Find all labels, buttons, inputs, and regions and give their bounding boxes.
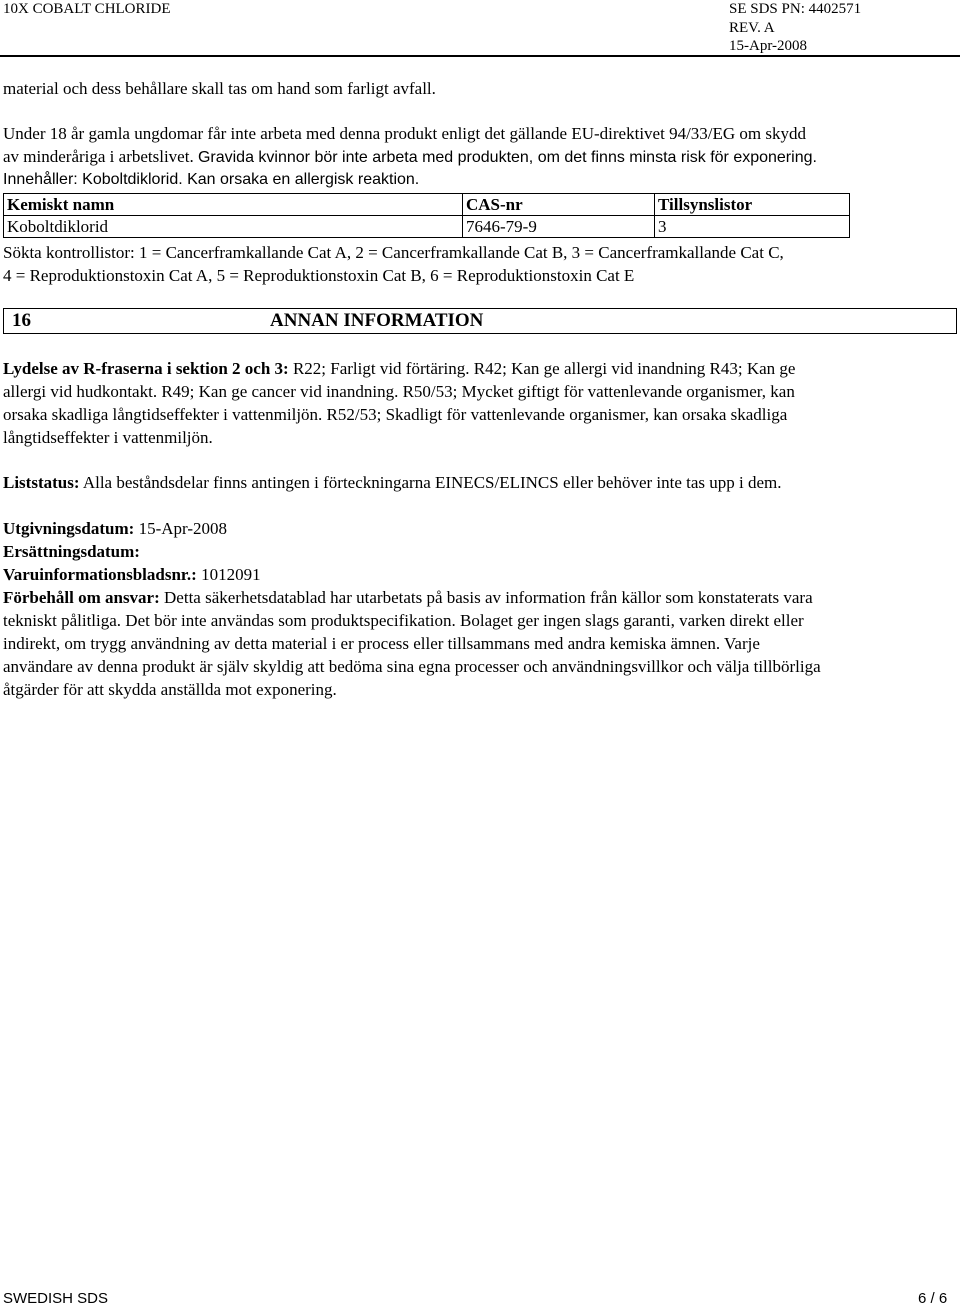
- sheet-number-line: [3, 564, 261, 587]
- cell-cas-number: 7646-79-9: [463, 216, 655, 238]
- issue-date-label: Utgivningsdatum:: [3, 519, 135, 538]
- disclaimer-label: Förbehåll om ansvar:: [3, 588, 160, 607]
- disclaimer-line-5: åtgärder för att skydda anställda mot exponering.: [3, 680, 337, 699]
- sheet-number-label: Varuinformationsbladsnr.:: [3, 565, 197, 584]
- rphrases-text-1: R22; Farligt vid förtäring. R42; Kan ge allergi vid inandning R43; Kan ge: [292, 359, 796, 378]
- sds-part-number: SE SDS PN: 4402571: [729, 1, 862, 17]
- revision-date: 15-Apr-2008: [729, 38, 808, 54]
- section-heading: [3, 308, 957, 334]
- contains-text: Innehåller: Koboltdiklorid. Kan orsaka en allergisk reaktion.: [3, 171, 420, 188]
- disclaimer-line-2: tekniskt pålitliga. Det bör inte användas som produktspecifikation. Bolaget ger ingen slags garanti, varken direkt eller: [3, 611, 804, 630]
- chemical-table: [3, 193, 850, 238]
- disclaimer-line-4: användare av denna produkt är själv skyldig att bedöma sina egna processer och användningsvillkor och välja tillbörliga: [3, 657, 821, 676]
- regulation-line-2: [3, 146, 817, 170]
- regulation-line-2a: av minderåriga i arbetslivet.: [3, 147, 194, 166]
- regulation-line-1: Under 18 år gamla ungdomar får inte arbeta med denna produkt enligt det gällande EU-direktivet 94/33/EG om skydd: [3, 124, 807, 143]
- rphrases-line-4: långtidseffekter i vattenmiljön.: [3, 428, 213, 447]
- rphrases-line-3: orsaka skadliga långtidseffekter i vattenmiljön. R52/53; Skadligt för vattenlevande organismer, kan orsaka skadliga: [3, 405, 788, 424]
- cell-regulatory-list: 3: [655, 216, 850, 238]
- header-regulatory-lists: Tillsynslistor: [655, 194, 850, 216]
- liststatus-label: Liststatus:: [3, 473, 80, 492]
- page-number: 6 / 6: [918, 1290, 948, 1307]
- rphrases-line-2: allergi vid hudkontakt. R49; Kan ge cancer vid inandning. R50/53; Mycket giftigt för vattenlevande organismer, kan: [3, 382, 795, 401]
- regulation-line-2b: Gravida kvinnor bör inte arbeta med produkten, om det finns minsta risk för exponering.: [197, 149, 817, 166]
- liststatus-line: [3, 472, 782, 495]
- section-title: ANNAN INFORMATION: [270, 310, 484, 331]
- liststatus-text: Alla beståndsdelar finns antingen i förteckningarna EINECS/ELINCS eller behöver inte tas upp i dem.: [82, 473, 782, 492]
- disclaimer-line-3: indirekt, om trygg användning av detta material i er process eller tillsammans med andra kemiska ämnen. Varje: [3, 634, 760, 653]
- rphrases-line-1: [3, 358, 795, 381]
- product-name: 10X COBALT CHLORIDE: [3, 1, 171, 17]
- replacement-date-label: Ersättningsdatum:: [3, 542, 140, 561]
- disclaimer-line-1: [3, 587, 813, 610]
- issue-date-value: 15-Apr-2008: [138, 519, 227, 538]
- disclaimer-text-1: Detta säkerhetsdatablad har utarbetats på basis av information från källor som konstaterats vara: [164, 588, 813, 607]
- sheet-number-value: 1012091: [201, 565, 261, 584]
- lists-note-line-1: Sökta kontrollistor: 1 = Cancerframkallande Cat A, 2 = Cancerframkallande Cat B, 3 = Cancerframkallande Cat C,: [3, 243, 784, 262]
- header-chemical-name: Kemiskt namn: [4, 194, 463, 216]
- table-header-row: [4, 194, 850, 216]
- lists-note-line-2: 4 = Reproduktionstoxin Cat A, 5 = Reproduktionstoxin Cat B, 6 = Reproduktionstoxin Cat E: [3, 266, 635, 285]
- cell-chemical-name: Koboltdiklorid: [4, 216, 463, 238]
- header-cas-number: CAS-nr: [463, 194, 655, 216]
- revision: REV. A: [729, 20, 775, 36]
- issue-date-line: [3, 518, 227, 541]
- section-number: 16: [12, 310, 31, 331]
- header-rule: [0, 55, 960, 57]
- footer-label: SWEDISH SDS: [3, 1290, 109, 1307]
- table-row: [4, 216, 850, 238]
- rphrases-label: Lydelse av R-fraserna i sektion 2 och 3:: [3, 359, 289, 378]
- disposal-text: material och dess behållare skall tas om hand som farligt avfall.: [3, 79, 436, 98]
